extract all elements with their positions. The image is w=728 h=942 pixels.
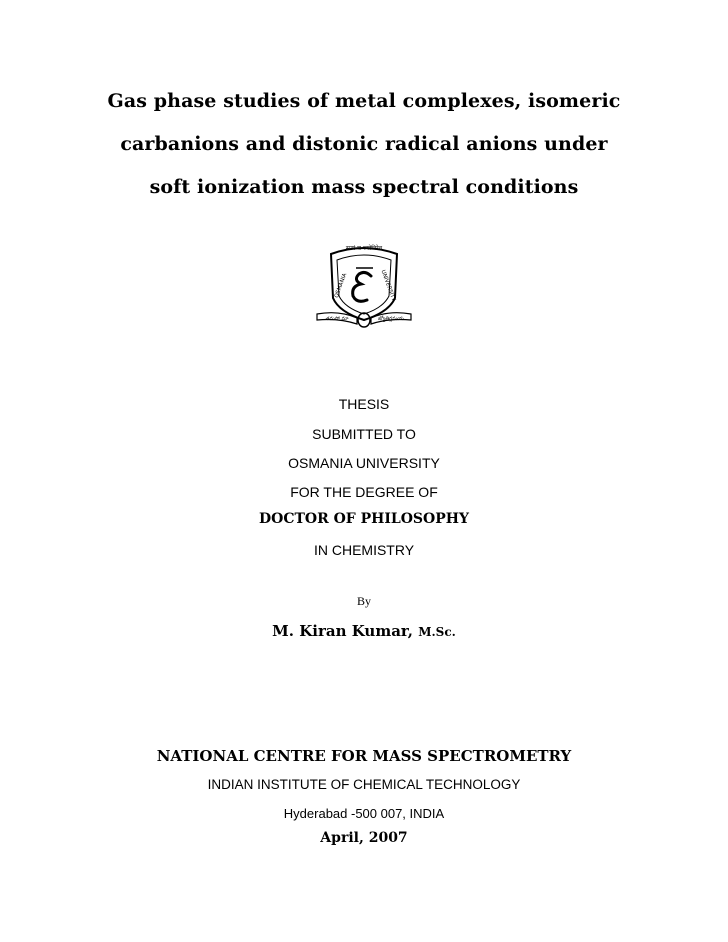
university-name: OSMANIA UNIVERSITY (288, 455, 440, 471)
seal-lower-left-text: తమసో మా (325, 316, 349, 322)
seal-upper-text: सत्यं च ज्योतिरेव (345, 245, 383, 252)
degree-subject: IN CHEMISTRY (313, 542, 415, 558)
degree-prefix: FOR THE DEGREE OF (290, 484, 438, 500)
author-qualifications: M.Sc. (418, 625, 456, 639)
seal-lower-right-text: జ్యోతిర్గమయ (378, 316, 404, 322)
by-label: By (356, 594, 371, 608)
seal-left-text: OSMANIA (333, 272, 349, 299)
submission-date: April, 2007 (320, 830, 408, 846)
thesis-label: THESIS (338, 396, 390, 412)
university-seal-icon (309, 240, 419, 330)
title-line-2: carbanions and distonic radical anions under (120, 133, 608, 155)
title-line-3: soft ionization mass spectral conditions (149, 176, 579, 198)
thesis-title (0, 80, 728, 209)
author-name: M. Kiran Kumar, (272, 622, 413, 640)
degree-name: DOCTOR OF PHILOSOPHY (258, 511, 469, 527)
submitted-to: SUBMITTED TO (312, 426, 416, 442)
institute-name: INDIAN INSTITUTE OF CHEMICAL TECHNOLOGY (207, 777, 521, 792)
author-line (0, 622, 728, 640)
seal-right-text: UNIVERSITY (379, 269, 397, 303)
centre-name: NATIONAL CENTRE FOR MASS SPECTROMETRY (156, 747, 572, 765)
title-line-1: Gas phase studies of metal complexes, isomeric (107, 90, 621, 112)
institute-address: Hyderabad -500 007, INDIA (283, 806, 445, 821)
